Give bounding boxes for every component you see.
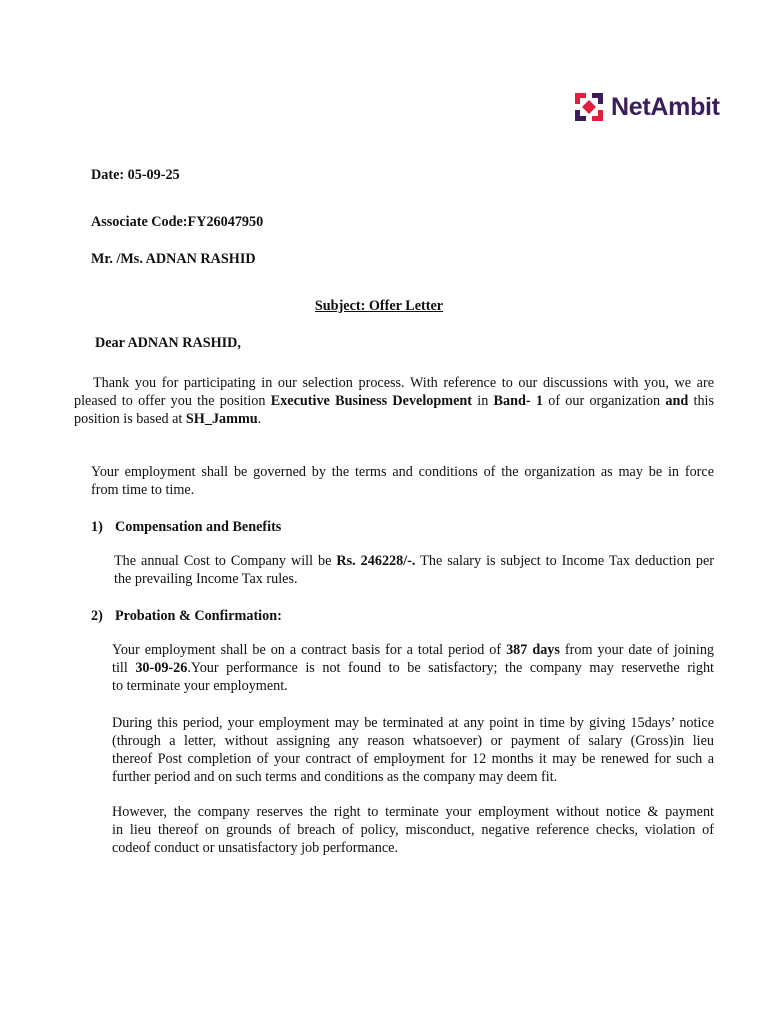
probation-paragraph-1 <box>112 641 714 695</box>
probation-paragraph-3 <box>112 803 714 857</box>
probation-p2-line-4: further period and on such terms and conditions as the company may deem fit. <box>112 769 558 785</box>
greeting: Dear ADNAN RASHID, <box>95 335 241 351</box>
associate-code: Associate Code:FY26047950 <box>91 214 264 230</box>
probation-p3-line-1: However, the company reserves the right to terminate your employment without notice & payment <box>112 804 714 820</box>
intro-line-1: Thank you for participating in our selection process. With reference to our discussions with you, we are <box>93 375 714 391</box>
governed-paragraph <box>91 463 714 499</box>
intro-line-3: position is based at SH_Jammu. <box>74 411 262 427</box>
probation-p1-line-1: Your employment shall be on a contract basis for a total period of 387 days from your date of joining <box>112 642 715 658</box>
recipient-name: Mr. /Ms. ADNAN RASHID <box>91 251 256 267</box>
contract-end-date: 30-09-26 <box>135 660 188 676</box>
intro-line-2: pleased to offer you the position Executive Business Development in Band- 1 of our organization and this <box>74 393 715 409</box>
probation-p2-line-3: thereof Post completion of your contract of employment for 12 months it may be renewed for such a <box>112 751 714 767</box>
annual-ctc: Rs. 246228/-. <box>336 553 416 569</box>
governed-line-1: Your employment shall be governed by the terms and conditions of the organization as may be in force <box>91 464 714 480</box>
section-2-heading: 2) Probation & Confirmation: <box>91 608 282 624</box>
probation-p3-line-2: in lieu thereof on grounds of breach of policy, misconduct, negative reference checks, violation of <box>112 822 714 838</box>
compensation-line-2: the prevailing Income Tax rules. <box>114 571 298 587</box>
probation-paragraph-2 <box>112 714 714 786</box>
probation-p1-line-3: to terminate your employment. <box>112 678 288 694</box>
probation-p2-line-2: (through a letter, without assigning any reason whatsoever) or payment of salary (Gross)in lieu <box>112 733 714 749</box>
netambit-logo-text: NetAmbit <box>611 92 720 121</box>
job-location: SH_Jammu <box>185 411 258 427</box>
intro-paragraph <box>74 374 714 428</box>
subject-line: Subject: Offer Letter <box>314 298 444 314</box>
compensation-line-1: The annual Cost to Company will be Rs. 246228/-. The salary is subject to Income Tax deduction per <box>114 553 715 569</box>
band-level: Band- 1 <box>493 393 543 409</box>
contract-days: 387 days <box>506 642 560 658</box>
netambit-logo <box>573 91 720 123</box>
letter-date: Date: 05-09-25 <box>91 167 180 183</box>
netambit-logo-icon <box>573 91 605 123</box>
position-title: Executive Business Development <box>270 393 472 409</box>
governed-line-2: from time to time. <box>91 482 195 498</box>
compensation-paragraph <box>114 552 714 588</box>
probation-p1-line-2: till 30-09-26.Your performance is not found to be satisfactory; the company may reservethe right <box>112 660 714 676</box>
section-1-heading: 1) Compensation and Benefits <box>91 519 282 535</box>
probation-p3-line-3: codeof conduct or unsatisfactory job performance. <box>112 840 399 856</box>
probation-p2-line-1: During this period, your employment may be terminated at any point in time by giving 15days’ notice <box>112 715 714 731</box>
